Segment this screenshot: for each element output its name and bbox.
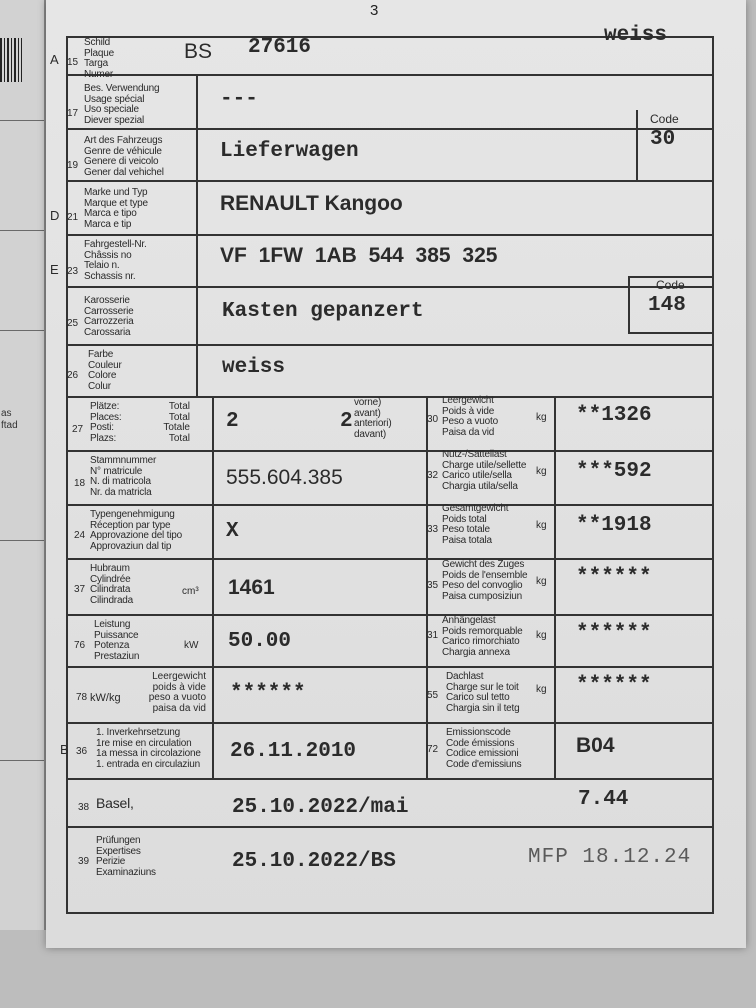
row-divider: [66, 722, 714, 724]
field-number: 21: [67, 212, 79, 223]
gross-weight-value: **1918: [576, 514, 652, 537]
row-divider: [66, 826, 714, 828]
master-number-label: Stammnummer N° matricule N. di matricola Nr. da matricla: [90, 455, 157, 498]
type-approval-label: Typengenehmigung Réception par type Approvazione del tipo Approvaziun dal tip: [90, 509, 182, 552]
row-divider: [66, 128, 714, 130]
seats-total-label: Total Total Totale Total: [163, 401, 190, 444]
seats-label: Plätze: Places: Posti: Plazs:: [90, 401, 122, 444]
field-number: 36: [76, 746, 88, 757]
field-number: 76: [74, 640, 86, 651]
color-label: Farbe Couleur Colore Colur: [88, 349, 122, 392]
color-value: weiss: [222, 356, 286, 379]
plate-canton: BS: [184, 40, 213, 63]
power-label: Leistung Puissance Potenza Prestaziun: [94, 619, 140, 662]
left-page-fragment: ftad: [1, 420, 18, 431]
section-letter: E: [50, 262, 59, 277]
plate-label: Schild Plaque Targa Numer: [84, 37, 114, 80]
body-value: Kasten gepanzert: [222, 300, 424, 323]
field-number: 25: [67, 318, 79, 329]
field-number: 15: [67, 57, 79, 68]
unit-label: cm³: [182, 586, 199, 597]
unit-label: kg: [536, 630, 547, 641]
train-weight-label: Gewicht des Zuges Poids de l'ensemble Peso del convoglio Paisa cumposiziun: [442, 559, 528, 602]
first-registration-label: 1. Inverkehrsetzung 1re mise en circulation 1a messa in circolazione 1. entrada en circulaziun: [96, 727, 201, 770]
roof-load-label: Dachlast Charge sur le toit Carico sul tetto Chargia sin il tetg: [446, 671, 520, 714]
unit-label: kW: [184, 640, 199, 651]
seats-front-label: vorne) avant) anteriori) davant): [354, 397, 392, 440]
seats-front-value: 2: [340, 410, 353, 433]
field-number: 55: [427, 690, 439, 701]
usage-value: ---: [220, 88, 258, 111]
vehicle-type-label: Art des Fahrzeugs Genre de véhicule Genere di veicolo Gener dal vehichel: [84, 135, 164, 178]
row-divider: [66, 286, 714, 288]
vehicle-type-value: Lieferwagen: [220, 140, 359, 163]
field-number: 32: [427, 470, 439, 481]
left-page-rule: [0, 120, 44, 121]
usage-label: Bes. Verwendung Usage spécial Uso speciale Diever spezial: [84, 83, 160, 126]
code-box-divider: [628, 276, 630, 334]
field-number: 30: [427, 414, 439, 425]
gross-weight-label: Gesamtgewicht Poids total Peso totale Paisa totala: [442, 503, 509, 546]
left-page-rule: [0, 760, 44, 761]
field-number: 72: [427, 744, 439, 755]
row-divider: [66, 74, 714, 76]
chassis-label: Fahrgestell-Nr. Châssis no Telaio n. Schassis nr.: [84, 239, 147, 282]
payload-label: Nutz-/Sattellast Charge utile/sellette Carico utile/sella Chargia utila/sella: [442, 449, 527, 492]
section-letter: A: [50, 52, 59, 67]
chassis-value: VF 1FW 1AB 544 385 325: [220, 244, 498, 267]
trailer-load-label: Anhängelast Poids remorquable Carico rimorchiato Chargia annexa: [442, 615, 523, 658]
page-number: 3: [370, 2, 379, 19]
field-number: 37: [74, 584, 86, 595]
field-number: 27: [72, 424, 84, 435]
inspection-label: Prüfungen Expertises Perizie Examinaziuns: [96, 835, 156, 878]
row-divider: [66, 614, 714, 616]
master-number-value: 555.604.385: [226, 466, 343, 489]
row-divider: [66, 180, 714, 182]
field-number: 39: [78, 856, 90, 867]
row-divider: [66, 234, 714, 236]
train-weight-value: ******: [576, 566, 652, 589]
left-page-fragment: as: [1, 408, 12, 419]
inspection-value: 25.10.2022/BS: [232, 850, 396, 873]
field-number: 33: [427, 524, 439, 535]
power-value: 50.00: [228, 630, 292, 653]
left-page-rule: [0, 540, 44, 541]
field-number: 35: [427, 580, 439, 591]
issue-date-value: 25.10.2022/mai: [232, 796, 409, 819]
field-number: 19: [67, 160, 79, 171]
field-number: 24: [74, 530, 86, 541]
roof-load-value: ******: [576, 674, 652, 697]
column-divider: [212, 396, 214, 778]
field-number: 31: [427, 630, 439, 641]
row-divider: [66, 450, 714, 452]
unit-label: kg: [536, 520, 547, 531]
empty-weight-value: **1326: [576, 404, 652, 427]
body-code: 148: [648, 294, 686, 317]
adjacent-page: [0, 0, 46, 930]
field-number: 78: [76, 692, 88, 703]
inspection-stamp: MFP 18.12.24: [528, 846, 692, 869]
code-box-divider: [636, 110, 638, 180]
row-divider: [66, 666, 714, 668]
row-divider: [66, 504, 714, 506]
plate-color: weiss: [604, 24, 668, 47]
unit-label: kg: [536, 684, 547, 695]
place-label: Basel,: [96, 795, 134, 811]
row-divider: [66, 344, 714, 346]
vehicle-type-code: 30: [650, 128, 676, 151]
payload-value: ***592: [576, 460, 652, 483]
field-number: 38: [78, 802, 90, 813]
emissions-value: B04: [576, 734, 615, 757]
power-ratio-value: ******: [230, 682, 306, 705]
trailer-load-value: ******: [576, 622, 652, 645]
unit-label: kg: [536, 466, 547, 477]
body-label: Karosserie Carrosserie Carrozzeria Carossaria: [84, 295, 134, 338]
field-number: 26: [67, 370, 79, 381]
code-label: Code: [650, 112, 679, 126]
make-label: Marke und Typ Marque et type Marca e tipo Marca e tip: [84, 187, 148, 230]
type-approval-value: X: [226, 520, 239, 543]
displacement-value: 1461: [228, 576, 275, 599]
power-ratio-label: Leergewicht poids à vide peso a vuoto paisa da vid: [148, 671, 206, 714]
empty-weight-label: Leergewicht Poids à vide Peso a vuoto Paisa da vid: [442, 395, 498, 438]
row-divider: [66, 558, 714, 560]
fee-value: 7.44: [578, 788, 629, 811]
seats-total-value: 2: [226, 410, 239, 433]
field-number: 23: [67, 266, 79, 277]
column-divider: [554, 396, 556, 778]
barcode-image: [0, 38, 22, 82]
power-ratio-unit: kW/kg: [90, 692, 121, 704]
left-page-rule: [0, 330, 44, 331]
first-registration-value: 26.11.2010: [230, 740, 357, 763]
field-number: 17: [67, 108, 79, 119]
unit-label: kg: [536, 576, 547, 587]
emissions-label: Emissionscode Code émissions Codice emissioni Code d'emissiuns: [446, 727, 522, 770]
unit-label: kg: [536, 412, 547, 423]
code-label: Code: [656, 278, 685, 292]
plate-number: 27616: [248, 36, 312, 59]
displacement-label: Hubraum Cylindrée Cilindrata Cilindrada: [90, 563, 134, 606]
code-box-bottom: [628, 332, 714, 334]
section-letter: B: [60, 742, 69, 757]
row-divider: [66, 778, 714, 780]
left-page-rule: [0, 230, 44, 231]
section-letter: D: [50, 208, 60, 223]
make-value: RENAULT Kangoo: [220, 192, 403, 215]
field-number: 18: [74, 478, 86, 489]
column-divider: [196, 74, 198, 396]
